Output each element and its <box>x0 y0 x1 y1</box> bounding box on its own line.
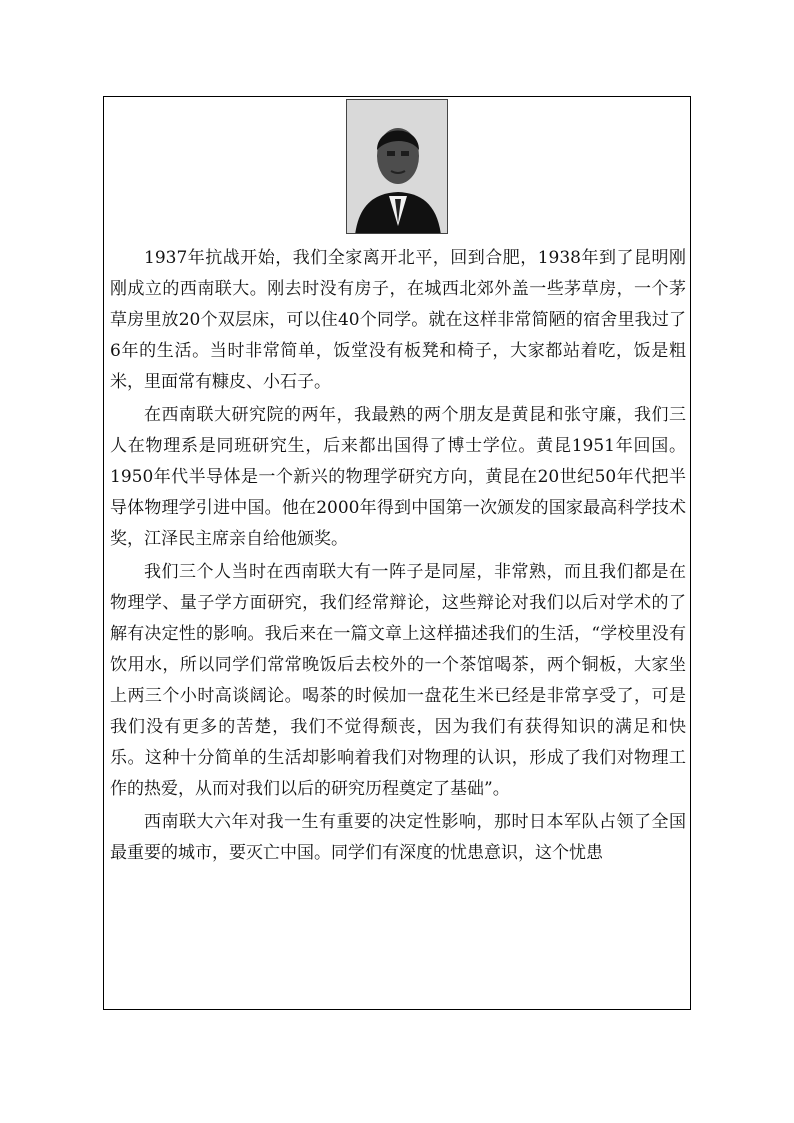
paragraph: 在西南联大研究院的两年，我最熟的两个朋友是黄昆和张守廉，我们三人在物理系是同班研究生，后来都出国得了博士学位。黄昆1951年回国。1950年代半导体是一个新兴的物理学研究方向，黄昆在20世纪50年代把半导体物理学引进中国。他在2000年得到中国第一次颁发的国家最高科学技术奖，江泽民主席亲自给他颁奖。 <box>110 405 686 549</box>
paragraph: 西南联大六年对我一生有重要的决定性影响，那时日本军队占领了全国最重要的城市，要灭亡中国。同学们有深度的忧患意识，这个忧患 <box>110 812 686 863</box>
paragraph: 1937年抗战开始，我们全家离开北平，回到合肥，1938年到了昆明刚刚成立的西南联大。刚去时没有房子，在城西北郊外盖一些茅草房，一个茅草房里放20个双层床，可以住40个同学。就在这样非常简陋的宿舍里我过了6年的生活。当时非常简单，饭堂没有板凳和椅子，大家都站着吃，饭是粗米，里面常有糠皮、小石子。 <box>110 248 686 392</box>
paragraph: 我们三个人当时在西南联大有一阵子是同屋，非常熟，而且我们都是在物理学、量子学方面研究，我们经常辩论，这些辩论对我们以后对学术的了解有决定性的影响。我后来在一篇文章上这样描述我们的生活，“学校里没有饮用水，所以同学们常常晚饭后去校外的一个茶馆喝茶，两个铜板，大家坐上两三个小时高谈阔论。喝茶的时候加一盘花生米已经是非常享受了，可是我们没有更多的苦楚，我们不觉得颓丧，因为我们有获得知识的满足和快乐。这种十分简单的生活却影响着我们对物理的认识，形成了我们对物理工作的热爱，从而对我们以后的研究历程奠定了基础”。 <box>110 562 686 799</box>
portrait-photo-icon <box>347 100 448 234</box>
article-body <box>110 243 686 871</box>
portrait-photo <box>346 99 448 234</box>
